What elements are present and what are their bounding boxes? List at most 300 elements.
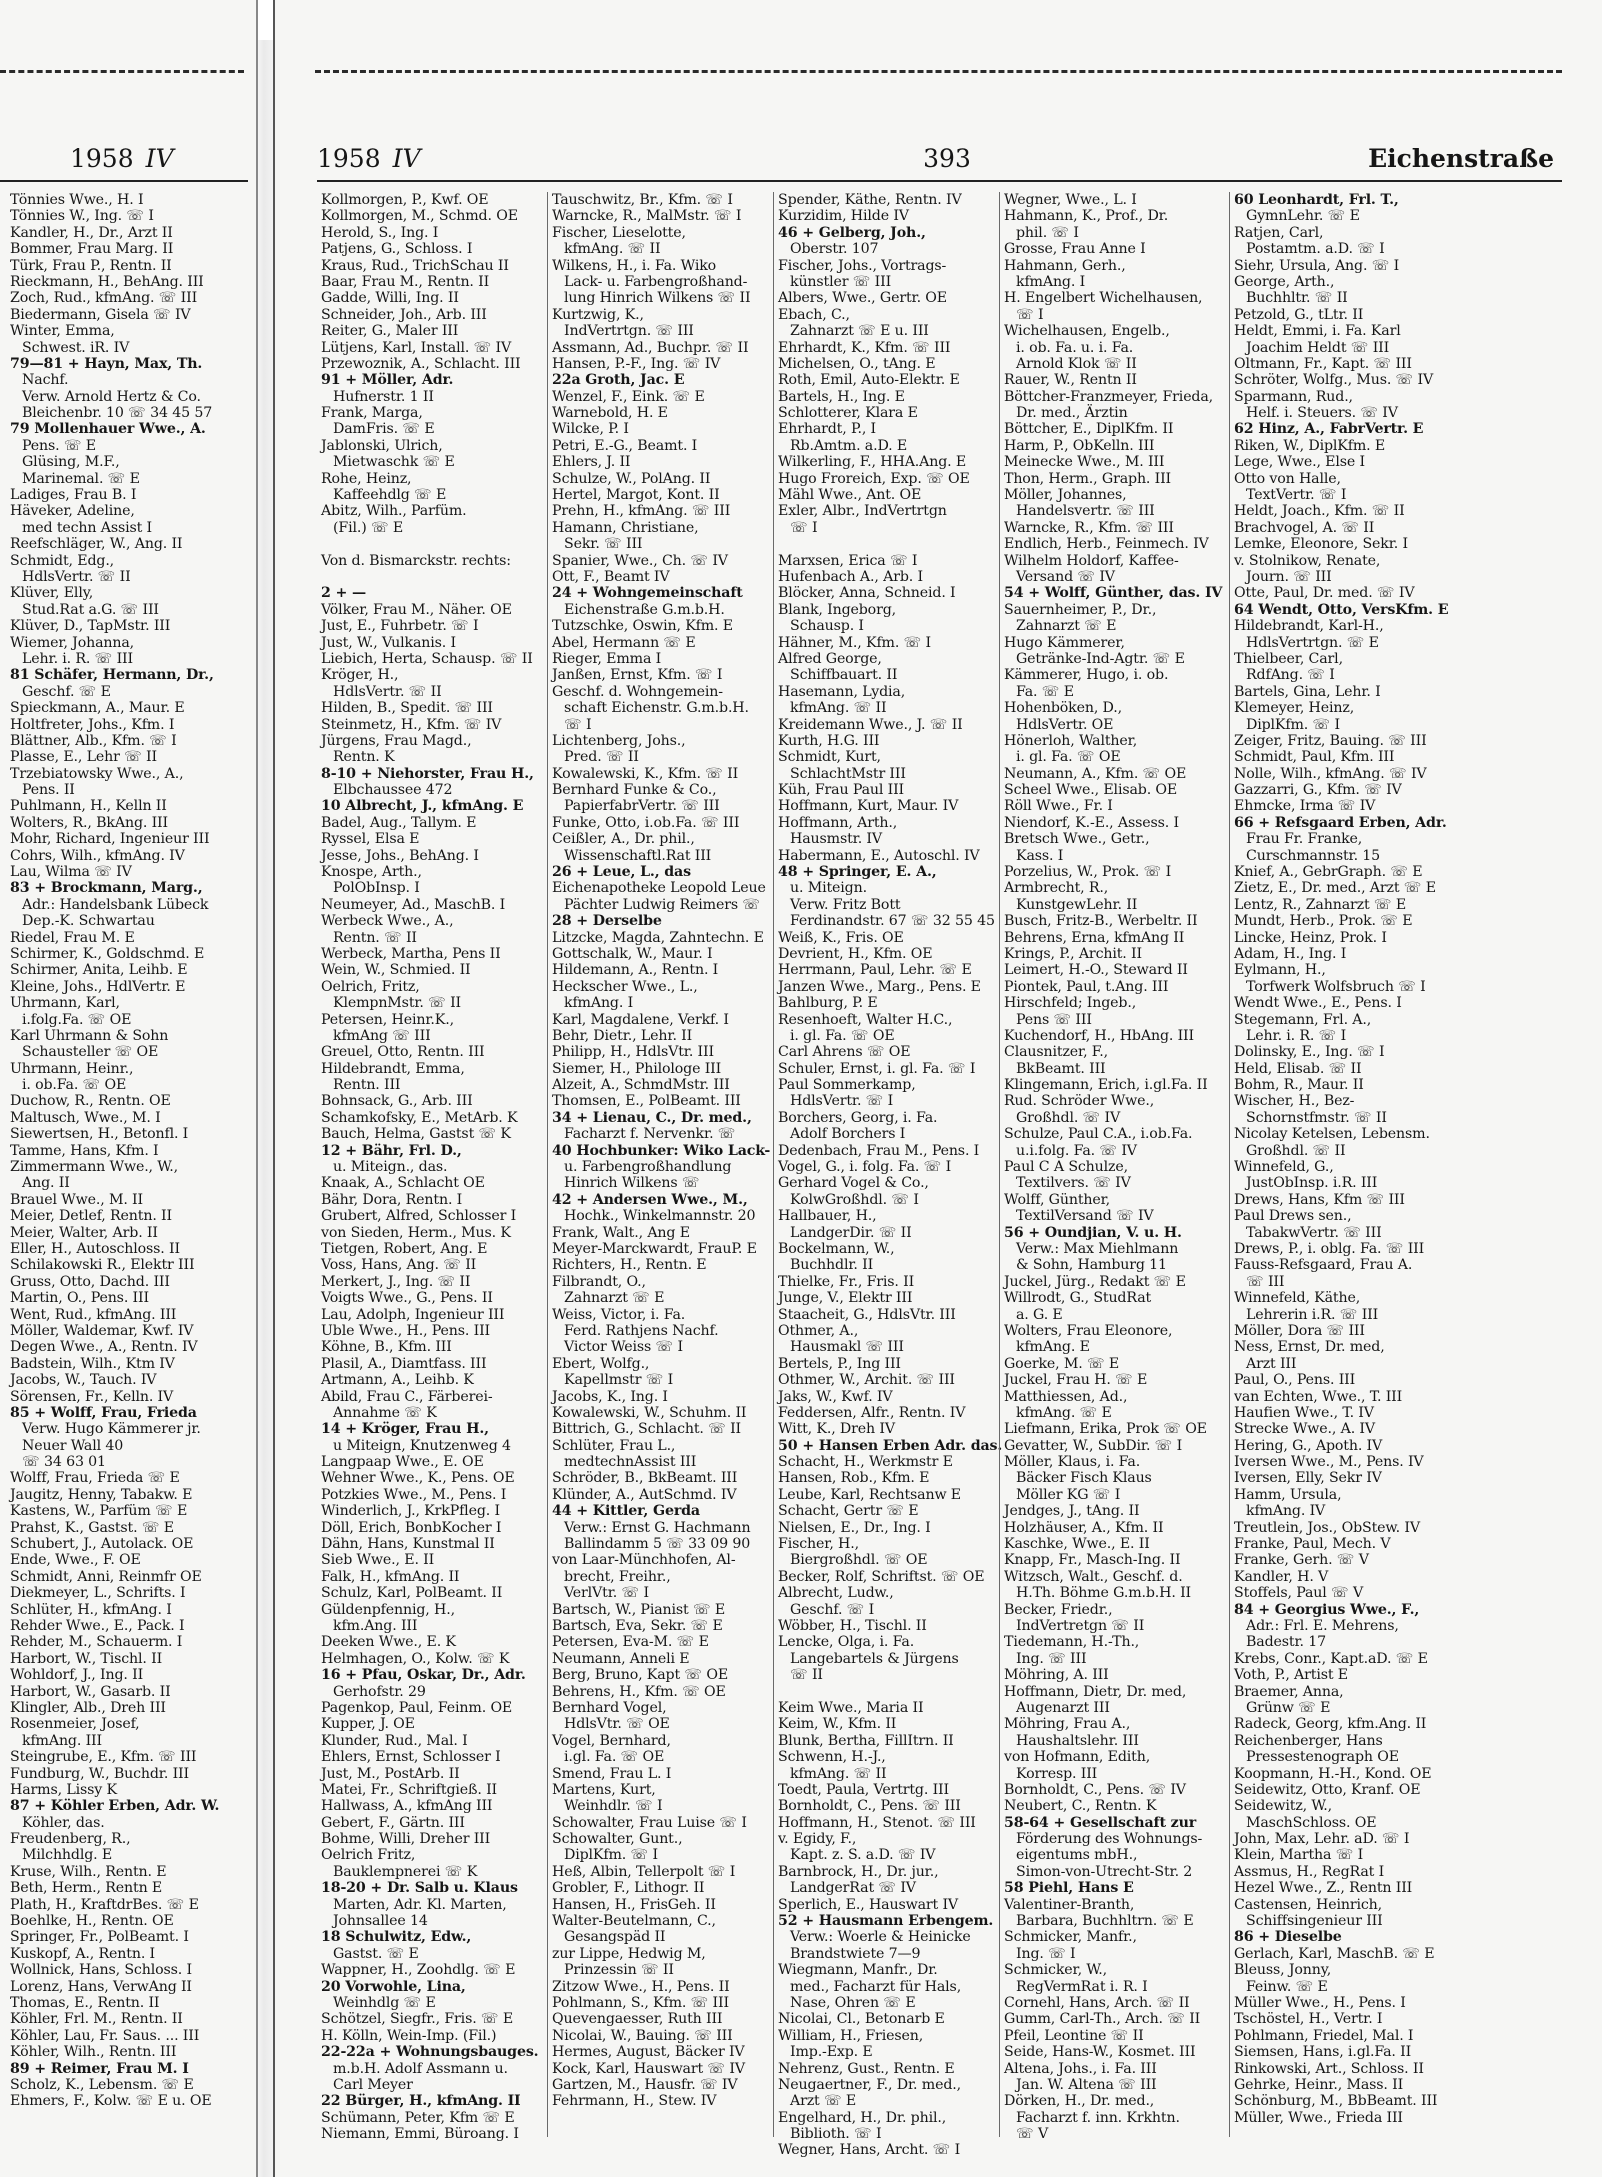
directory-entry: Grosse, Frau Anne I — [1004, 241, 1146, 258]
directory-entry: Filbrandt, O., — [552, 1273, 646, 1290]
directory-entry: Zoch, Rud., kfmAng. ☏ III — [10, 290, 198, 307]
directory-entry: Gartzen, M., Hausfr. ☏ IV — [552, 2076, 738, 2093]
directory-entry: Wollnick, Hans, Schloss. I — [10, 1962, 192, 1979]
directory-entry: Ehrhardt, P., I — [778, 421, 877, 438]
directory-entry: Wohldorf, J., Ing. II — [10, 1667, 144, 1684]
directory-entry: Hähner, M., Kfm. ☏ I — [778, 634, 931, 651]
directory-entry: Wein, W., Schmied. II — [321, 962, 471, 979]
directory-entry: Möller, Klaus, i. Fa. — [1004, 1454, 1141, 1471]
directory-entry: HdlsVertr. OE — [1016, 716, 1114, 733]
directory-entry: Journ. ☏ III — [1246, 568, 1332, 585]
directory-entry: Cornehl, Hans, Arch. ☏ II — [1004, 1994, 1190, 2011]
directory-entry: Victor Weiss ☏ I — [564, 1339, 683, 1356]
directory-entry: Bockelmann, W., — [778, 1241, 895, 1257]
directory-entry: Franke, Paul, Mech. V — [1234, 1536, 1391, 1553]
directory-entry: Sauernheimer, P., Dr., — [1004, 601, 1157, 618]
directory-entry: Badel, Aug., Tallym. E — [321, 814, 477, 831]
directory-entry: Radeck, Georg, kfm.Ang. II — [1234, 1716, 1427, 1733]
directory-entry: Neumann, Anneli E — [552, 1650, 690, 1667]
directory-entry: Schowalter, Frau Luise ☏ I — [552, 1814, 747, 1831]
directory-entry: 81 Schäfer, Hermann, Dr., — [10, 667, 214, 684]
directory-entry: Philipp, H., HdlsVtr. III — [552, 1044, 714, 1061]
directory-entry: Othmer, A., — [778, 1322, 859, 1339]
directory-entry: Postamtm. a.D. ☏ I — [1246, 241, 1385, 258]
directory-entry: Schacht, H., Werkmstr E — [778, 1454, 953, 1471]
directory-entry: 62 Hinz, A., FabrVertr. E — [1234, 421, 1424, 438]
directory-entry: Klüver, Elly, — [10, 585, 94, 602]
directory-entry: Dr. med., Ärztin — [1016, 405, 1128, 422]
directory-entry: ☏ 34 63 01 — [22, 1454, 106, 1471]
directory-entry: Gerhofstr. 29 — [333, 1683, 426, 1700]
directory-entry: Diekmeyer, L., Schrifts. I — [10, 1585, 186, 1602]
directory-entry: Imp.-Exp. E — [790, 2044, 873, 2061]
directory-entry: Häveker, Adeline, — [10, 503, 135, 520]
directory-entry: Gumm, Carl-Th., Arch. ☏ II — [1004, 2011, 1201, 2028]
directory-entry: Brauel Wwe., M. II — [10, 1191, 143, 1208]
directory-entry: Schmicker, W., — [1004, 1962, 1107, 1979]
directory-entry: 85 + Wolff, Frau, Frieda — [10, 1404, 197, 1421]
directory-entry: kfmAng. IV — [1246, 1503, 1326, 1520]
directory-entry: Verw.: Max Miehlmann — [1016, 1241, 1179, 1257]
directory-entry: KolwGroßhdl. ☏ I — [790, 1191, 919, 1208]
directory-column-5 — [1229, 192, 1470, 2137]
directory-entry: Warnebold, H. E — [552, 405, 668, 422]
directory-entry: Braemer, Anna, — [1234, 1683, 1344, 1700]
directory-entry: Schilakowski R., Elektr III — [10, 1257, 195, 1274]
directory-entry: 58 Piehl, Hans E — [1004, 1880, 1134, 1897]
directory-entry: Kleine, Johs., HdlVertr. E — [10, 978, 186, 995]
directory-entry: Dolinsky, E., Ing. ☏ I — [1234, 1044, 1385, 1061]
directory-entry: Berg, Bruno, Kapt ☏ OE — [552, 1667, 729, 1684]
directory-entry: Rentn. III — [333, 1077, 401, 1094]
directory-entry: Lege, Wwe., Else I — [1234, 454, 1365, 471]
directory-entry: Bornholdt, C., Pens. ☏ III — [778, 1798, 961, 1815]
directory-entry: Bommer, Frau Marg. II — [10, 241, 174, 258]
directory-entry: Weinhdlr. ☏ I — [564, 1798, 663, 1815]
directory-entry: Hausmakl ☏ III — [790, 1339, 904, 1356]
directory-entry: Pens. II — [22, 782, 75, 799]
directory-entry: Hansen, Rob., Kfm. E — [778, 1470, 930, 1487]
directory-entry: Bornholdt, C., Pens. ☏ IV — [1004, 1781, 1186, 1798]
directory-entry: Pächter Ludwig Reimers ☏ — [564, 896, 760, 913]
directory-entry: Thielke, Fr., Fris. II — [778, 1273, 915, 1290]
directory-entry: v. Stolnikow, Renate, — [1234, 552, 1381, 569]
directory-entry: Hamann, Christiane, — [552, 519, 699, 536]
directory-entry: Ehmers, F., Kolw. ☏ E u. OE — [10, 2093, 212, 2110]
directory-entry: Piontek, Paul, t.Ang. III — [1004, 978, 1169, 995]
directory-entry: William, H., Friesen, — [778, 2027, 924, 2044]
directory-entry: Roth, Emil, Auto-Elektr. E — [778, 372, 960, 389]
directory-entry: von Hofmann, Edith, — [1004, 1749, 1151, 1766]
directory-entry: 91 + Möller, Adr. — [321, 372, 454, 389]
directory-entry: schaft Eichenstr. G.m.b.H. — [564, 700, 749, 717]
directory-entry: Endlich, Herb., Feinmech. IV — [1004, 536, 1209, 553]
directory-entry: Brachvogel, A. ☏ II — [1234, 519, 1375, 536]
directory-entry: Harms, Lissy K — [10, 1781, 117, 1798]
directory-entry: Gottschalk, W., Maur. I — [552, 945, 713, 962]
directory-entry: Hallbauer, H., — [778, 1208, 877, 1225]
directory-entry: VerlVtr. ☏ I — [564, 1585, 649, 1602]
directory-entry: Habermann, E., Autoschl. IV — [778, 847, 980, 864]
directory-entry — [774, 1684, 996, 1700]
directory-entry: 79 Mollenhauer Wwe., A. — [10, 421, 206, 438]
directory-entry: Möller, Johannes, — [1004, 487, 1127, 504]
directory-entry: Tauschwitz, Br., Kfm. ☏ I — [552, 192, 733, 208]
directory-entry: KlempnMstr. ☏ II — [333, 995, 462, 1012]
directory-entry: Hugo Froreich, Exp. ☏ OE — [778, 470, 970, 487]
directory-entry: i. ob.Fa. ☏ OE — [22, 1077, 127, 1094]
directory-entry: Kuchendorf, H., HbAng. III — [1004, 1027, 1194, 1044]
directory-entry: Siemer, H., Philologe III — [552, 1060, 722, 1077]
directory-entry: Leube, Karl, Rechtsanw E — [778, 1486, 961, 1503]
directory-entry: Tönnies Wwe., H. I — [10, 192, 144, 208]
directory-entry: RdfAng. ☏ I — [1246, 667, 1335, 684]
directory-entry: Klünder, A., AutSchmd. IV — [552, 1486, 737, 1503]
directory-entry: Winderlich, J., KrkPfleg. I — [321, 1503, 500, 1520]
directory-entry: Krebs, Conr., Kapt.aD. ☏ E — [1234, 1650, 1428, 1667]
directory-entry: Weiss, Victor, i. Fa. — [552, 1306, 686, 1323]
directory-entry: Thomsen, E., PolBeamt. III — [552, 1093, 741, 1110]
directory-entry: Jan. W. Altena ☏ III — [1016, 2076, 1157, 2093]
directory-entry: Nase, Ohren ☏ E — [790, 1994, 916, 2011]
directory-entry: Oelrich Fritz, — [321, 1847, 416, 1864]
directory-entry: Pohlmann, Friedel, Mal. I — [1234, 2027, 1414, 2044]
directory-entry: Textilvers. ☏ IV — [1016, 1175, 1131, 1192]
directory-entry: u Miteign, Knutzenweg 4 — [333, 1437, 511, 1454]
directory-entry: Badestr. 17 — [1246, 1634, 1326, 1651]
directory-entry: Ing. ☏ III — [1016, 1650, 1087, 1667]
directory-entry: Hönerloh, Walther, — [1004, 732, 1138, 749]
directory-entry — [317, 536, 543, 552]
directory-entry: Sieb Wwe., E. II — [321, 1552, 435, 1569]
directory-entry: Langebartels & Jürgens — [790, 1650, 959, 1667]
directory-entry: (Fil.) ☏ E — [333, 519, 404, 536]
directory-entry: Ang. II — [22, 1175, 70, 1192]
directory-entry: Verw.: Woerle & Heinicke — [790, 1929, 971, 1946]
directory-entry: Facharzt f. Nervenkr. ☏ — [564, 1126, 736, 1143]
directory-entry: 14 + Kröger, Frau H., — [321, 1421, 489, 1438]
directory-entry: Milchhdlg. E — [22, 1847, 113, 1864]
directory-entry: Kurth, H.G. III — [778, 732, 880, 749]
directory-entry: Simon-von-Utrecht-Str. 2 — [1016, 1863, 1193, 1880]
directory-entry: med techn Assist I — [22, 519, 153, 536]
directory-entry: Rieger, Emma I — [552, 650, 662, 667]
directory-entry: Siemsen, Hans, i.gl.Fa. II — [1234, 2044, 1412, 2061]
directory-entry: Beth, Herm., Rentn E — [10, 1880, 163, 1897]
directory-entry: Schneider, Joh., Arb. III — [321, 306, 487, 323]
directory-entry: Neumeyer, Ad., MaschB. I — [321, 896, 506, 913]
directory-entry: Albrecht, Ludw., — [778, 1585, 894, 1602]
directory-entry: Schulze, W., PolAng. II — [552, 470, 711, 487]
directory-entry: Großhdl. ☏ IV — [1016, 1109, 1121, 1126]
directory-entry: Grubert, Alfred, Schlosser I — [321, 1208, 517, 1225]
right-page-header — [317, 142, 421, 176]
directory-entry: 2 + — — [321, 585, 367, 602]
directory-entry: Werbeck, Martha, Pens II — [321, 945, 501, 962]
directory-entry: Schulze, Paul C.A., i.ob.Fa. — [1004, 1126, 1193, 1143]
directory-entry: Hoffmann, Arth., — [778, 814, 898, 831]
directory-entry: Behrens, Erna, kfmAng II — [1004, 929, 1185, 946]
directory-entry: Bartels, H., Ing. E — [778, 388, 905, 405]
directory-entry: Wenzel, F., Eink. ☏ E — [552, 388, 705, 405]
directory-entry: Türk, Frau P., Rentn. II — [10, 257, 172, 274]
directory-entry: Fauss-Refsgaard, Frau A. — [1234, 1257, 1413, 1274]
directory-entry: Stud.Rat a.G. ☏ III — [22, 601, 159, 618]
directory-entry: Meier, Detlef, Rentn. II — [10, 1208, 172, 1225]
directory-entry: Knospe, Arth., — [321, 864, 422, 881]
directory-entry: Frank, Marga, — [321, 405, 423, 422]
header-rule — [317, 180, 1562, 182]
directory-entry: Hugo Kämmerer, — [1004, 634, 1125, 651]
directory-entry: Meinecke Wwe., M. III — [1004, 454, 1165, 471]
directory-entry: Lincke, Heinz, Prok. I — [1234, 929, 1387, 946]
directory-entry: & Sohn, Hamburg 11 — [1016, 1257, 1167, 1274]
directory-entry: 66 + Refsgaard Erben, Adr. — [1234, 814, 1447, 831]
directory-entry: LandgerDir. ☏ II — [790, 1224, 912, 1241]
directory-entry: Schubert, J., Autolack. OE — [10, 1536, 194, 1553]
directory-entry: Gevatter, W., SubDir. ☏ I — [1004, 1437, 1183, 1454]
directory-entry: Heß, Albin, Tellerpolt ☏ I — [552, 1863, 736, 1880]
directory-entry: i.folg.Fa. ☏ OE — [22, 1011, 132, 1028]
directory-entry: Plasse, E., Lehr ☏ II — [10, 749, 157, 766]
directory-entry: Handelsvertr. ☏ III — [1016, 503, 1155, 520]
directory-entry: Engelhard, H., Dr. phil., — [778, 2109, 947, 2126]
directory-entry: Kämmerer, Hugo, i. ob. — [1004, 667, 1169, 684]
directory-entry: Hansen, P.-F., Ing. ☏ IV — [552, 355, 721, 372]
directory-entry: George, Arth., — [1234, 273, 1335, 290]
directory-entry: Wissenschaftl.Rat III — [564, 847, 712, 864]
directory-entry: Armbrecht, R., — [1004, 880, 1109, 897]
directory-entry: Reiter, G., Maler III — [321, 323, 459, 340]
directory-entry: Devrient, H., Kfm. OE — [778, 945, 933, 962]
directory-entry: Petzold, G., tLtr. II — [1234, 306, 1364, 323]
directory-entry: Kandler, H. V — [1234, 1568, 1329, 1585]
directory-entry: Zietz, E., Dr. med., Arzt ☏ E — [1234, 880, 1436, 897]
directory-entry: Völker, Frau M., Näher. OE — [321, 601, 512, 618]
directory-entry: Bartsch, Eva, Sekr. ☏ E — [552, 1617, 723, 1634]
directory-entry: Kupper, J. OE — [321, 1716, 415, 1733]
directory-entry: Warncke, R., MalMstr. ☏ I — [552, 208, 742, 225]
directory-entry: Abild, Frau C., Färberei- — [321, 1388, 493, 1405]
directory-entry: u.i.folg. Fa. ☏ IV — [1016, 1142, 1137, 1159]
directory-entry: Rentn. ☏ II — [333, 929, 417, 946]
directory-entry: John, Max, Lehr. aD. ☏ I — [1234, 1831, 1410, 1848]
directory-entry: Kass. I — [1016, 847, 1064, 864]
directory-entry: Nehrenz, Gust., Rentn. E — [778, 2060, 955, 2077]
directory-entry: eigentums mbH., — [1016, 1847, 1138, 1864]
directory-entry: Valentiner-Branth, — [1004, 1896, 1135, 1913]
directory-entry: Hoffmann, H., Stenot. ☏ III — [778, 1814, 976, 1831]
directory-entry: med., Facharzt für Hals, — [790, 1978, 962, 1995]
directory-entry: Fa. ☏ E — [1016, 683, 1074, 700]
directory-entry: Möhring, Frau A., — [1004, 1716, 1131, 1733]
directory-entry: Held, Elisab. ☏ II — [1234, 1060, 1362, 1077]
directory-entry: Schlüter, H., kfmAng. I — [10, 1601, 172, 1618]
directory-entry: Bauklempnerei ☏ K — [333, 1863, 478, 1880]
directory-entry: Hildebrandt, Karl-H., — [1234, 618, 1384, 635]
directory-entry: Köhler, Wilh., Rentn. III — [10, 2044, 177, 2061]
directory-entry: Eichenstraße G.m.b.H. — [564, 601, 725, 618]
directory-entry: Kruse, Wilh., Rentn. E — [10, 1863, 167, 1880]
directory-entry: Knief, A., GebrGraph. ☏ E — [1234, 864, 1423, 881]
directory-entry: Juckel, Frau H. ☏ E — [1004, 1372, 1148, 1389]
directory-entry: Helmhagen, O., Kolw. ☏ K — [321, 1650, 510, 1667]
directory-entry: Joachim Heldt ☏ III — [1246, 339, 1390, 356]
directory-entry: Hahmann, Gerh., — [1004, 257, 1126, 274]
directory-entry: Deeken Wwe., E. K — [321, 1634, 456, 1651]
directory-entry: kfm.Ang. III — [333, 1617, 418, 1634]
directory-entry: Jesse, Johs., BehAng. I — [321, 847, 479, 864]
directory-entry: Kraus, Rud., TrichSchau II — [321, 257, 509, 274]
directory-entry: Merkert, J., Ing. ☏ II — [321, 1273, 471, 1290]
directory-entry: Dedenbach, Frau M., Pens. I — [778, 1142, 980, 1159]
directory-entry: HdlsVertr. ☏ II — [22, 568, 131, 585]
directory-entry: Bohm, R., Maur. II — [1234, 1077, 1364, 1094]
directory-entry: Schlotterer, Klara E — [778, 405, 918, 422]
directory-entry: Thielbeer, Carl, — [1234, 650, 1343, 667]
directory-entry: Ott, F., Beamt IV — [552, 568, 670, 585]
directory-entry: Went, Rud., kfmAng. III — [10, 1306, 177, 1323]
directory-entry: ☏ I — [790, 519, 818, 536]
directory-entry: Pagenkop, Paul, Feinm. OE — [321, 1699, 513, 1716]
directory-entry: Hilden, B., Spedit. ☏ III — [321, 700, 493, 717]
directory-entry: DiplKfm. ☏ I — [564, 1847, 658, 1864]
directory-entry: i.gl. Fa. ☏ OE — [564, 1749, 665, 1766]
directory-entry: Pfeil, Leontine ☏ II — [1004, 2027, 1144, 2044]
directory-entry: phil. ☏ I — [1016, 224, 1079, 241]
directory-entry: Ness, Ernst, Dr. med, — [1234, 1339, 1385, 1356]
directory-entry: Ehmcke, Irma ☏ IV — [1234, 798, 1376, 815]
directory-entry: Wehner Wwe., K., Pens. OE — [321, 1470, 515, 1487]
directory-entry: Jacobs, W., Tauch. IV — [10, 1372, 157, 1389]
directory-entry: Rud. Schröder Wwe., — [1004, 1093, 1155, 1110]
directory-entry: Köhler, das. — [22, 1814, 105, 1831]
directory-entry: Alzeit, A., SchmdMstr. III — [552, 1077, 730, 1094]
directory-entry: Herold, S., Ing. I — [321, 224, 439, 241]
directory-entry: Bleichenbr. 10 ☏ 34 45 57 — [22, 405, 213, 422]
header-rule — [0, 180, 248, 182]
directory-entry: kfmAng. ☏ II — [790, 700, 887, 717]
directory-entry: Assmus, H., RegRat I — [1234, 1863, 1385, 1880]
directory-entry: Richters, H., Rentn. E — [552, 1257, 707, 1274]
directory-entry: Paul Drews sen., — [1234, 1208, 1352, 1225]
directory-entry: Hertel, Margot, Kont. II — [552, 487, 720, 504]
directory-entry: Hahmann, K., Prof., Dr. — [1004, 208, 1169, 225]
directory-entry: Sörensen, Fr., Kelln. IV — [10, 1388, 174, 1405]
directory-entry: Verw. Arnold Hertz & Co. — [22, 388, 201, 405]
directory-entry: Wappner, H., Zoohdlg. ☏ E — [321, 1962, 516, 1979]
directory-entry: 60 Leonhardt, Frl. T., — [1234, 192, 1399, 208]
directory-entry: Just, M., PostArb. II — [321, 1765, 460, 1782]
directory-entry: Neuer Wall 40 — [22, 1437, 124, 1454]
directory-entry: Borchers, Georg, i. Fa. — [778, 1109, 938, 1126]
directory-entry: Lau, Wilma ☏ IV — [10, 864, 132, 881]
directory-entry: Bohnsack, G., Arb. III — [321, 1093, 473, 1110]
directory-entry: Voss, Hans, Ang. ☏ II — [321, 1257, 477, 1274]
directory-entry: Riedel, Frau M. E — [10, 929, 135, 946]
directory-entry: Möller, Waldemar, Kwf. IV — [10, 1322, 194, 1339]
directory-entry: Vogel, G., i. folg. Fa. ☏ I — [778, 1159, 952, 1176]
directory-entry: Matei, Fr., Schriftgieß. II — [321, 1781, 497, 1798]
directory-entry: Nicolai, W., Bauing. ☏ III — [552, 2027, 733, 2044]
directory-entry: Oltmann, Fr., Kapt. ☏ III — [1234, 355, 1412, 372]
directory-entry: Castensen, Heinrich, — [1234, 1896, 1383, 1913]
directory-entry: Winnefeld, Käthe, — [1234, 1290, 1361, 1307]
directory-entry: Feinw. ☏ E — [1246, 1978, 1328, 1995]
directory-entry: Porzelius, W., Prok. ☏ I — [1004, 864, 1172, 881]
directory-entry: Wichelhausen, Engelb., — [1004, 323, 1170, 340]
directory-entry: Eichenapotheke Leopold Leue — [552, 880, 766, 897]
directory-entry: Liefmann, Erika, Prok ☏ OE — [1004, 1421, 1207, 1438]
directory-entry: Witzsch, Walt., Geschf. d. — [1004, 1568, 1183, 1585]
directory-entry: Ryssel, Elsa E — [321, 831, 420, 848]
directory-entry: Rohe, Heinz, — [321, 470, 412, 487]
directory-entry: Artmann, A., Leihb. K — [321, 1372, 474, 1389]
directory-entry: Potzkies Wwe., M., Pens. I — [321, 1486, 507, 1503]
directory-entry: ☏ V — [1016, 2126, 1049, 2143]
directory-entry: Ceißler, A., Dr. phil., — [552, 831, 695, 848]
directory-entry: Bernhard Vogel, — [552, 1699, 667, 1716]
directory-entry: Schmidt, Paul, Kfm. III — [1234, 749, 1395, 766]
directory-entry: Holzhäuser, A., Kfm. II — [1004, 1519, 1164, 1536]
directory-entry: Lehrerin i.R. ☏ III — [1246, 1306, 1379, 1323]
directory-entry: 16 + Pfau, Oskar, Dr., Adr. — [321, 1667, 526, 1684]
directory-entry: Michelsen, O., tAng. E — [778, 355, 936, 372]
directory-entry: Liebich, Herta, Schausp. ☏ II — [321, 650, 533, 667]
directory-entry: Geschf. ☏ E — [22, 683, 111, 700]
header-year: 1958 — [317, 144, 381, 173]
directory-entry: ☏ III — [1246, 1273, 1285, 1290]
directory-entry: van Echten, Wwe., T. III — [1234, 1388, 1403, 1405]
directory-entry: künstler ☏ III — [790, 273, 892, 290]
directory-entry: Nielsen, E., Dr., Ing. I — [778, 1519, 931, 1536]
directory-entry: Otto von Halle, — [1234, 470, 1341, 487]
directory-entry: 22-22a + Wohnungsbauges. — [321, 2044, 539, 2061]
directory-entry: Schröder, B., BkBeamt. III — [552, 1470, 738, 1487]
street-heading: Eichenstraße — [1368, 144, 1554, 173]
directory-entry: Knapp, Fr., Masch-Ing. II — [1004, 1552, 1181, 1569]
directory-entry: DamFris. ☏ E — [333, 421, 435, 438]
directory-entry: Stegemann, Frl. A., — [1234, 1011, 1372, 1028]
directory-entry: Bahlburg, P. E — [778, 995, 878, 1012]
directory-entry: Tschöstel, H., Vertr. I — [1234, 2011, 1383, 2028]
directory-entry: Schwest. iR. IV — [22, 339, 130, 356]
directory-entry: Biergroßhdl. ☏ OE — [790, 1552, 928, 1569]
directory-entry: ☏ II — [790, 1667, 823, 1684]
directory-entry: Köhne, B., Kfm. III — [321, 1339, 452, 1356]
directory-entry: Just, E., Fuhrbetr. ☏ I — [321, 618, 479, 635]
directory-entry: Schamkofsky, E., MetArb. K — [321, 1109, 518, 1126]
directory-entry: Kröger, H., — [321, 667, 399, 684]
directory-column-2 — [547, 192, 770, 2137]
directory-entry: Schiffsingenieur III — [1246, 1913, 1383, 1930]
directory-entry: Schwenn, H.-J., — [778, 1749, 886, 1766]
directory-entry — [774, 536, 996, 552]
directory-entry: kfmAng. I — [1016, 273, 1086, 290]
directory-entry: 84 + Georgius Wwe., F., — [1234, 1601, 1420, 1618]
directory-entry: Lorenz, Hans, VerwAng II — [10, 1978, 192, 1995]
directory-entry: Haufien Wwe., T. IV — [1234, 1404, 1374, 1421]
directory-entry: Küh, Frau Paul III — [778, 782, 904, 799]
directory-entry: Schiffbauart. II — [790, 667, 898, 684]
directory-entry: Grobler, F., Lithogr. II — [552, 1880, 705, 1897]
directory-entry: Keim Wwe., Maria II — [778, 1699, 924, 1716]
directory-entry: Ladiges, Frau B. I — [10, 487, 137, 504]
directory-entry: Schlüter, Frau L., — [552, 1437, 676, 1454]
directory-entry: TextVertr. ☏ I — [1246, 487, 1347, 504]
directory-entry: 26 + Leue, L., das — [552, 864, 691, 881]
directory-entry: Getränke-Ind-Agtr. ☏ E — [1016, 650, 1185, 667]
